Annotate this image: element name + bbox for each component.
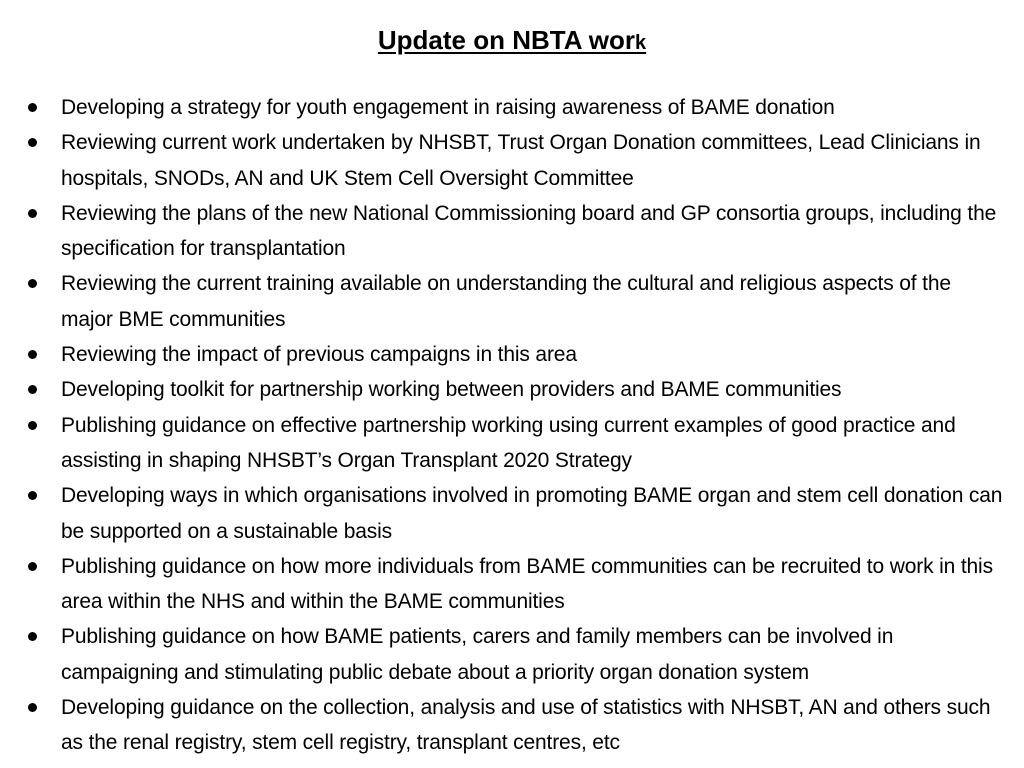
bullet-text: Reviewing the impact of previous campaigns in this area: [61, 343, 577, 367]
bullet-item: [24, 196, 1004, 267]
bullet-dot-icon: [28, 562, 37, 571]
bullet-text: Developing a strategy for youth engagement in raising awareness of BAME donation: [61, 96, 835, 119]
bullet-text: Reviewing the current training available on understanding the cultural and religious aspects of the major BME communities: [61, 272, 951, 331]
bullet-text: Reviewing current work undertaken by NHSBT, Trust Organ Donation committees, Lead Clinicians in hospitals, SNODs, AN and UK Stem Cell Oversight Committee: [61, 131, 981, 190]
bullet-dot-icon: [28, 421, 37, 430]
bullet-item: [24, 337, 1004, 372]
bullet-dot-icon: [28, 103, 37, 112]
bullet-item: [24, 125, 1004, 196]
bullet-list: [24, 90, 1004, 761]
slide-title-main: Update on NBTA wor: [377, 25, 635, 55]
bullet-item: [24, 549, 1004, 620]
bullet-text: Reviewing the plans of the new National Commissioning board and GP consortia groups, including the specification for transplantation: [61, 201, 997, 261]
bullet-text: Developing guidance on the collection, analysis and use of statistics with NHSBT, AN and others such as the renal registry, stem cell registry, transplant centres, etc: [61, 696, 991, 755]
bullet-text: Publishing guidance on how BAME patients, carers and family members can be involved in campaigning and stimulating public debate about a priority organ donation system: [61, 625, 894, 684]
slide-title-suffix: k: [634, 32, 647, 54]
bullet-dot-icon: [28, 209, 37, 218]
bullet-dot-icon: [28, 703, 37, 712]
bullet-item: [24, 372, 1004, 407]
bullet-text: Publishing guidance on effective partnership working using current examples of good practice and assisting in shaping NHSBT’s Organ Transplant 2020 Strategy: [61, 413, 956, 472]
bullet-dot-icon: [28, 632, 37, 641]
slide-title: [0, 22, 1024, 61]
bullet-dot-icon: [28, 350, 37, 359]
bullet-text: Publishing guidance on how more individuals from BAME communities can be recruited to work in this area within the NHS and within the BAME communities: [61, 554, 993, 614]
bullet-dot-icon: [28, 385, 37, 394]
bullet-dot-icon: [28, 138, 37, 147]
bullet-item: [24, 690, 1004, 761]
bullet-item: [24, 478, 1004, 549]
bullet-item: [24, 266, 1004, 337]
bullet-item: [24, 408, 1004, 479]
bullet-dot-icon: [28, 279, 37, 288]
bullet-text: Developing toolkit for partnership working between providers and BAME communities: [61, 378, 842, 402]
bullet-dot-icon: [28, 491, 37, 500]
bullet-text: Developing ways in which organisations involved in promoting BAME organ and stem cell donation can be supported on a sustainable basis: [61, 484, 1003, 543]
bullet-item: [24, 619, 1004, 690]
bullet-item: [24, 90, 1004, 125]
